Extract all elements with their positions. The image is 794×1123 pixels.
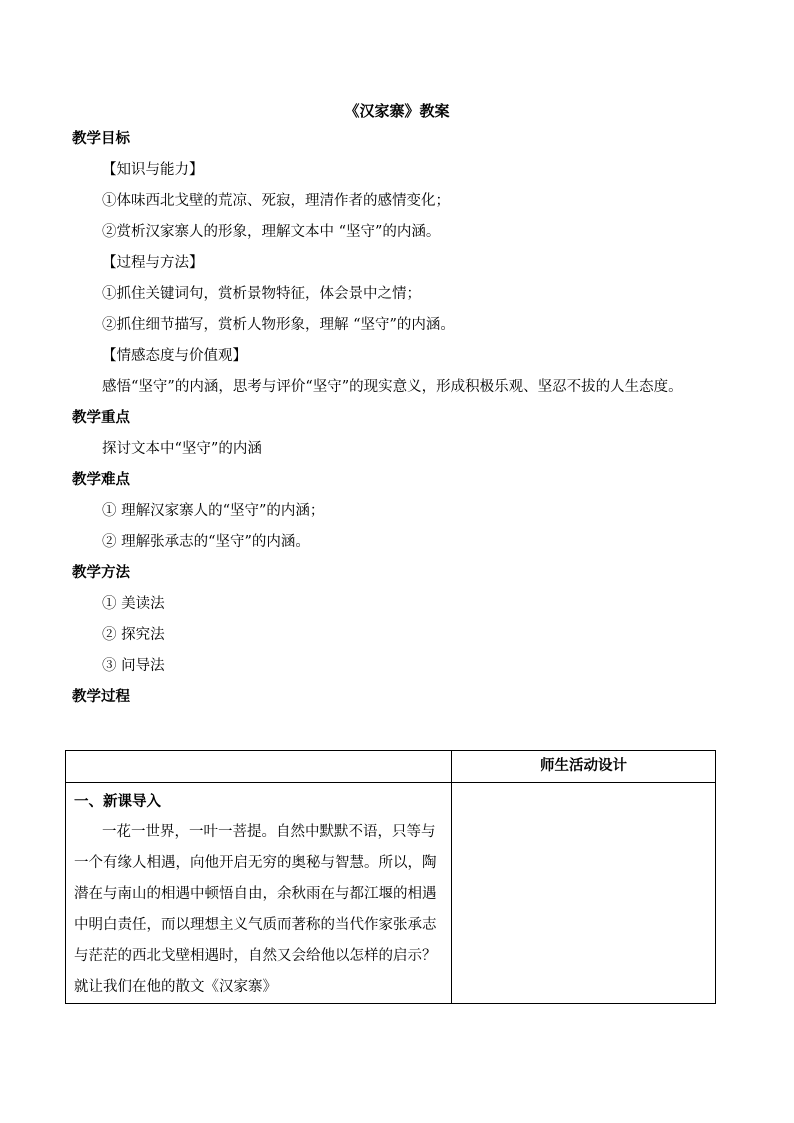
intro-cell [66, 783, 452, 1004]
methods-heading: 教学方法 [72, 565, 130, 581]
knowledge-item-2: ②赏析汉家寨人的形象，理解文本中 “坚守”的内涵。 [102, 224, 441, 240]
process-item-2: ②抓住细节描写，赏析人物形象，理解 “坚守”的内涵。 [102, 317, 455, 333]
table-row [66, 783, 716, 1004]
method-item-2: ② 探究法 [102, 627, 165, 643]
objectives-heading: 教学目标 [72, 131, 130, 147]
table-header-right: 师生活动设计 [452, 751, 716, 783]
document-title: 《汉家寨》教案 [344, 102, 450, 120]
difficulty-item-1: ① 理解汉家寨人的“坚守”的内涵； [102, 503, 325, 519]
knowledge-item-1: ①体味西北戈壁的荒凉、死寂，理清作者的感情变化； [102, 193, 450, 209]
activity-cell [452, 783, 716, 1004]
knowledge-label: 【知识与能力】 [102, 162, 204, 178]
key-points-text: 探讨文本中“坚守”的内涵 [102, 441, 262, 457]
table-header-row [66, 751, 716, 783]
document-body [72, 124, 724, 713]
key-points-heading: 教学重点 [72, 410, 130, 426]
difficulty-item-2: ② 理解张承志的“坚守”的内涵。 [102, 534, 310, 550]
emotion-text: 感悟“坚守”的内涵，思考与评价“坚守”的现实意义，形成积极乐观、坚忍不拔的人生态度。 [102, 379, 683, 395]
table-header-left [66, 751, 452, 783]
difficulties-heading: 教学难点 [72, 472, 130, 488]
intro-text: 一花一世界，一叶一菩提。自然中默默不语，只等与一个有缘人相遇，向他开启无穷的奥秘与智慧。所以，陶潜在与南山的相遇中顿悟自由，余秋雨在与都江堰的相遇中明白责任，而以理想主义气质而著称的当代作家张承志与茫茫的西北戈壁相遇时，自然又会给他以怎样的启示？就让我们在他的散文《汉家寨》 [74, 824, 437, 995]
method-item-3: ③ 问导法 [102, 658, 165, 674]
intro-heading: 一、新课导入 [74, 794, 161, 810]
procedure-table [65, 750, 716, 1004]
emotion-label: 【情感态度与价值观】 [102, 348, 247, 364]
process-label: 【过程与方法】 [102, 255, 204, 271]
method-item-1: ① 美读法 [102, 596, 165, 612]
process-item-1: ①抓住关键词句，赏析景物特征，体会景中之情； [102, 286, 421, 302]
procedure-heading: 教学过程 [72, 689, 130, 705]
